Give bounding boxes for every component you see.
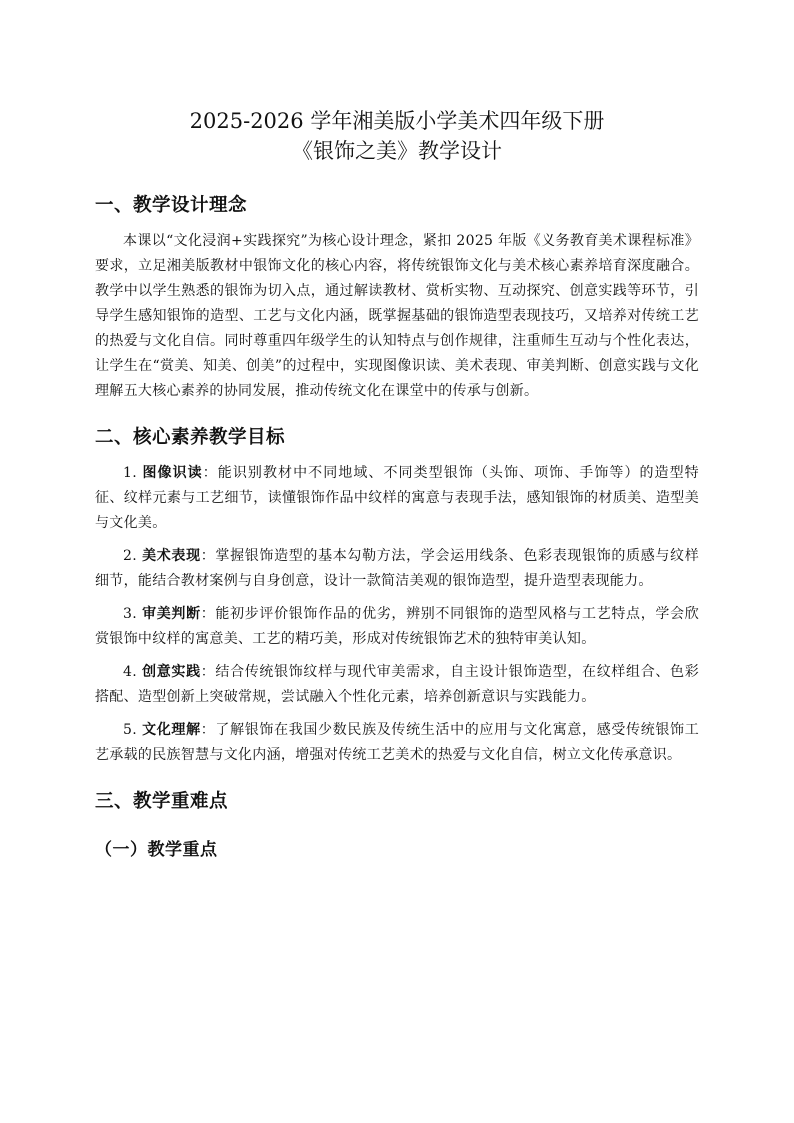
- goal-item: [95, 660, 699, 710]
- goal-text: ：掌握银饰造型的基本勾勒方法，学会运用线条、色彩表现银饰的质感与纹样细节，能结合教材案例与自身创意，设计一款简洁美观的银饰造型，提升造型表现能力。: [95, 548, 699, 589]
- goal-item: [95, 544, 699, 594]
- section-3-heading: 三、教学重难点: [95, 791, 229, 812]
- goal-text: ：了解银饰在我国少数民族及传统生活中的应用与文化寓意，感受传统银饰工艺承载的民族智慧与文化内涵，增强对传统工艺美术的热爱与文化自信，树立文化传承意识。: [95, 722, 699, 763]
- document-title-line-2: 《银饰之美》教学设计: [292, 139, 502, 163]
- goal-lead: 审美判断: [142, 606, 201, 622]
- goal-number: 5.: [123, 722, 137, 738]
- document-title-line-1: 2025-2026 学年湘美版小学美术四年级下册: [189, 109, 605, 133]
- goal-number: 2.: [123, 548, 137, 564]
- goals-list: [95, 461, 699, 768]
- goal-text: ：结合传统银饰纹样与现代审美需求，自主设计银饰造型，在纹样组合、色彩搭配、造型创新上突破常规，尝试融入个性化元素，培养创新意识与实践能力。: [95, 664, 699, 705]
- goal-text: ：能初步评价银饰作品的优劣，辨别不同银饰的造型风格与工艺特点，学会欣赏银饰中纹样的寓意美、工艺的精巧美，形成对传统银饰艺术的独特审美认知。: [95, 606, 699, 647]
- goal-number: 3.: [123, 606, 137, 622]
- section-1-heading: 一、教学设计理念: [95, 195, 248, 216]
- goal-item: [95, 461, 699, 536]
- goal-number: 4.: [123, 664, 137, 680]
- goal-lead: 美术表现: [142, 548, 201, 564]
- subsection-1-heading: （一）教学重点: [95, 840, 218, 860]
- goal-number: 1.: [123, 465, 137, 481]
- goal-lead: 图像识读: [142, 465, 203, 481]
- section-1-paragraph: 本课以“文化浸润+实践探究”为核心设计理念，紧扣 2025 年版《义务教育美术课程标准》要求，立足湘美版教材中银饰文化的核心内容，将传统银饰文化与美术核心素养培育深度融合。教学中以学生熟悉的银饰为切入点，通过解读教材、赏析实物、互动探究、创意实践等环节，引导学生感知银饰的造型、工艺与文化内涵，既掌握基础的银饰造型表现技巧，又培养对传统工艺的热爱与文化自信。同时尊重四年级学生的认知特点与创作规律，注重师生互动与个性化表达，让学生在“赏美、知美、创美”的过程中，实现图像识读、美术表现、审美判断、创意实践与文化理解五大核心素养的协同发展，推动传统文化在课堂中的传承与创新。: [95, 233, 699, 399]
- goal-text: ：能识别教材中不同地域、不同类型银饰（头饰、项饰、手饰等）的造型特征、纹样元素与工艺细节，读懂银饰作品中纹样的寓意与表现手法，感知银饰的材质美、造型美与文化美。: [95, 465, 699, 531]
- goal-item: [95, 602, 699, 652]
- goal-item: [95, 718, 699, 768]
- goal-lead: 文化理解: [142, 722, 201, 738]
- section-2-heading: 二、核心素养教学目标: [95, 427, 286, 448]
- document-title: [95, 106, 699, 166]
- goal-lead: 创意实践: [142, 664, 201, 680]
